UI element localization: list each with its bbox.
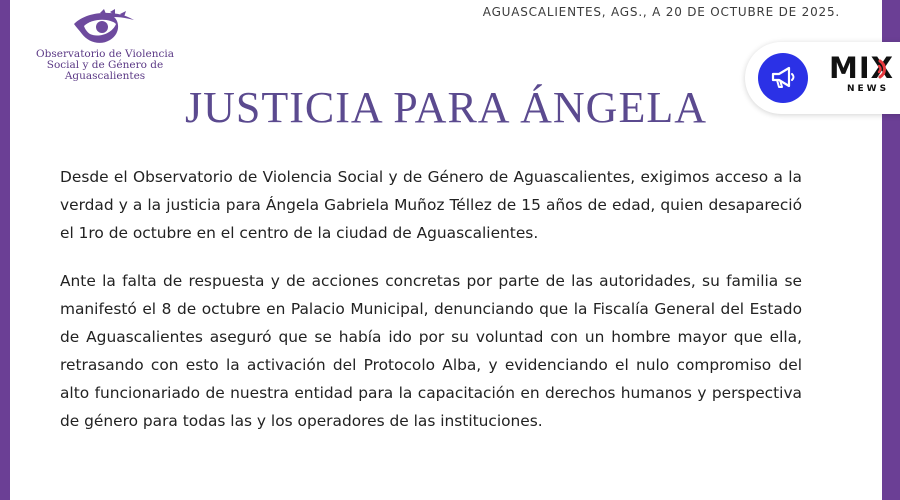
organization-name-line: Observatorio de Violencia <box>36 48 174 60</box>
paragraph: Ante la falta de respuesta y de acciones concretas por parte de las autoridades, su familia se manifestó el 8 de octubre en Palacio Municipal, denunciando que la Fiscalía General del Estado de Aguascalientes aseguró que se había ido por su voluntad con un hombre mayor que ella, retrasando con esto la activación del Protocolo Alba, y evidenciando el nulo compromiso del alto funcionariado de nuestra entidad para la capacitación en derechos humanos y perspectiva de género para todas las y los operadores de las instituciones. <box>60 272 802 430</box>
organization-logo <box>30 8 180 82</box>
organization-name-line: Social y de Género de <box>46 59 164 71</box>
megaphone-icon <box>758 53 808 103</box>
document-body <box>60 163 802 455</box>
broadcast-icon <box>877 58 891 80</box>
page-title: JUSTICIA PARA ÁNGELA <box>184 83 707 132</box>
brand-subtitle: NEWS <box>847 84 890 94</box>
mix-news-badge <box>745 42 900 114</box>
organization-name-line: Aguascalientes <box>64 70 146 82</box>
eye-logo-icon <box>70 8 140 48</box>
brand-name: MIX <box>829 51 895 85</box>
organization-name <box>30 49 180 82</box>
paragraph: Desde el Observatorio de Violencia Social y de Género de Aguascalientes, exigimos acceso a la verdad y a la justicia para Ángela Gabriela Muñoz Téllez de 15 años de edad, quien desapareció el 1ro de octubre en el centro de la ciudad de Aguascalientes. <box>60 168 802 242</box>
dateline: AGUASCALIENTES, AGS., A 20 DE OCTUBRE DE 2025. <box>482 5 840 19</box>
